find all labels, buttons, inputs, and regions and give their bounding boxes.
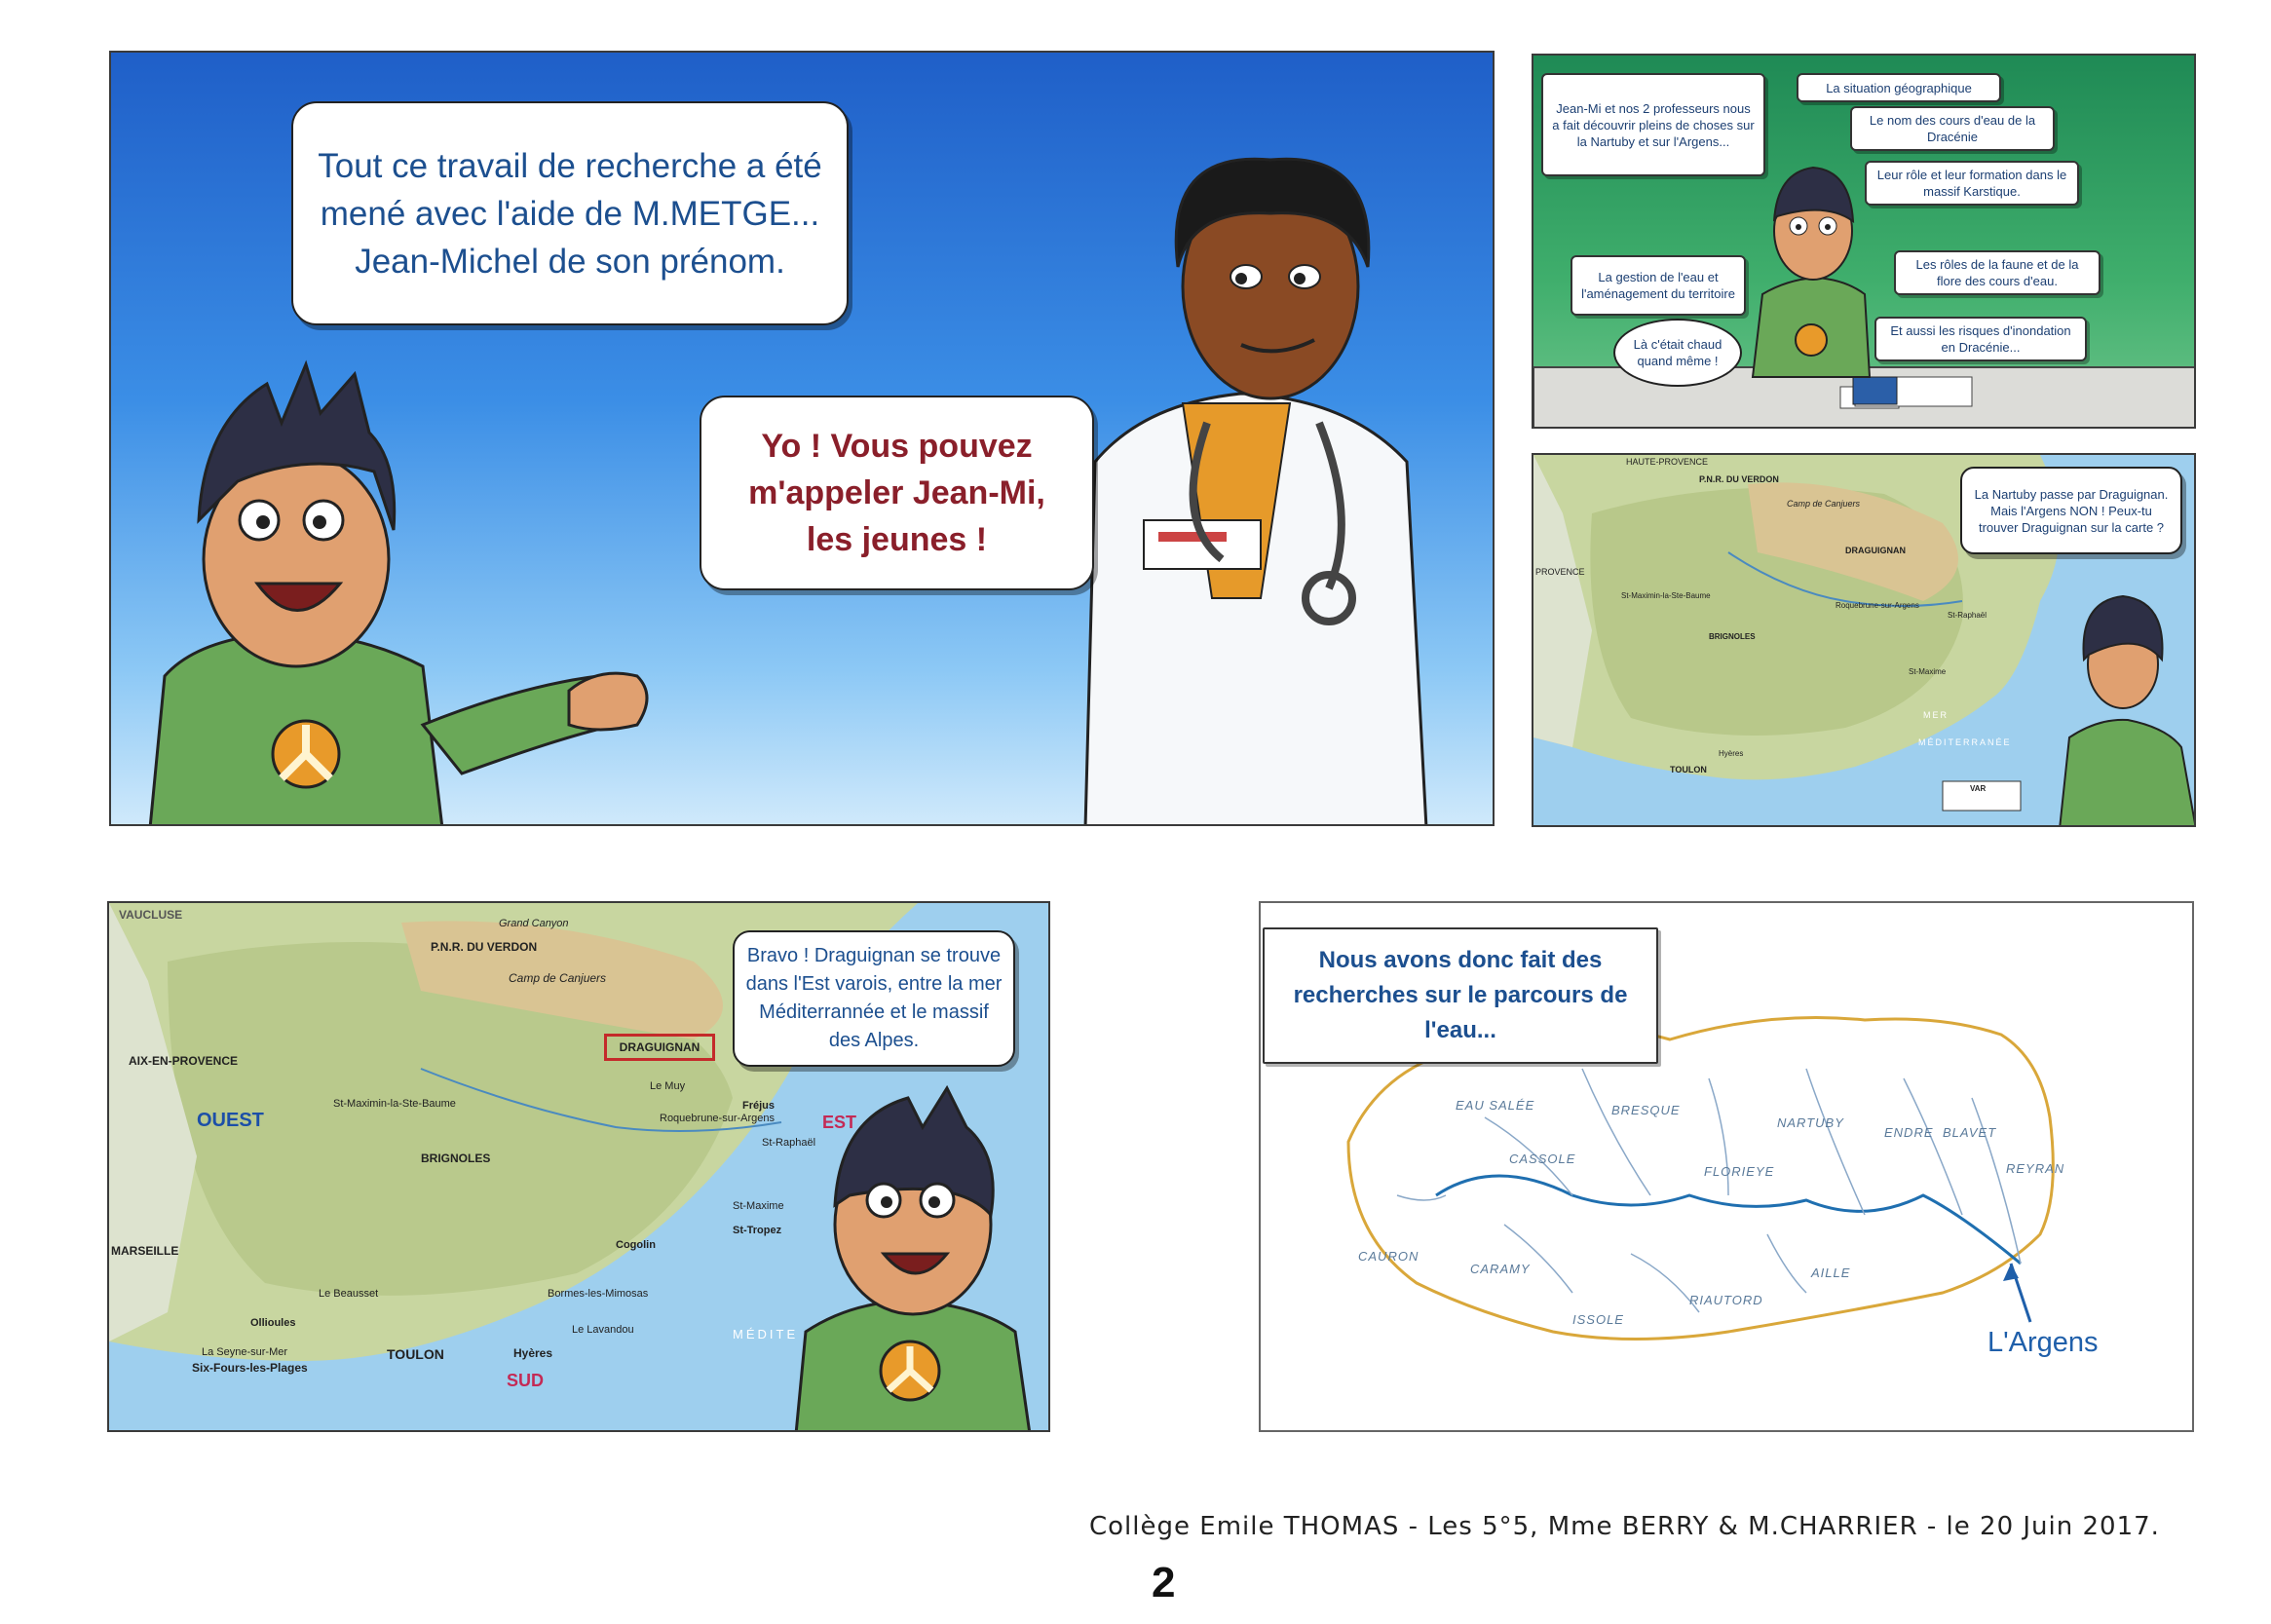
map3-label-6: BRIGNOLES	[1709, 632, 1756, 641]
map4-label-16: Six-Fours-les-Plages	[192, 1361, 308, 1375]
comic-panel-4	[107, 901, 1050, 1432]
river-label-7: REYRAN	[2006, 1161, 2065, 1176]
map4-label-21: Le Lavandou	[572, 1324, 634, 1336]
map4-label-15: Hyères	[513, 1346, 553, 1360]
map3-label-2: Camp de Canjuers	[1787, 499, 1861, 509]
map4-label-4: AIX-EN-PROVENCE	[129, 1054, 239, 1068]
direction-est: EST	[822, 1113, 857, 1132]
speech-bubble-left	[291, 101, 849, 325]
river-label-4: BLAVET	[1943, 1125, 1997, 1140]
map4-label-17: La Seyne-sur-Mer	[202, 1346, 288, 1358]
doctor-character	[1085, 159, 1426, 826]
comic-panel-5	[1259, 901, 2194, 1432]
river-label-0: EAU SALÉE	[1456, 1098, 1535, 1113]
comic-panel-2	[1532, 54, 2196, 429]
thought-text: Là c'était chaud quand même !	[1633, 337, 1722, 368]
map4-label-9: Roquebrune-sur-Argens	[660, 1113, 776, 1124]
info-bubble-4	[1865, 161, 2079, 206]
map4-label-22: Bormes-les-Mimosas	[548, 1288, 649, 1300]
speech-bubble-panel3	[1960, 467, 2182, 554]
arrow-head	[2003, 1264, 2019, 1281]
info-bubble-6	[1894, 250, 2101, 295]
river-label-3: ENDRE	[1884, 1125, 1934, 1140]
map4-label-23: MÉDITE	[733, 1327, 799, 1341]
map3-label-13: MÉDITERRANÉE	[1918, 737, 2012, 747]
map3-label-5: St-Maximin-la-Ste-Baume	[1621, 591, 1711, 600]
map4-label-14: TOULON	[387, 1346, 444, 1362]
map4-label-2: Grand Canyon	[499, 918, 569, 929]
thought-bubble	[1613, 319, 1742, 387]
map3-label-11: Hyères	[1719, 749, 1744, 758]
info-text-3: Le nom des cours d'eau de la Dracénie	[1869, 113, 2036, 144]
river-label-9: CARAMY	[1470, 1262, 1531, 1276]
info-text-4: Leur rôle et leur formation dans le massif Karstique.	[1876, 168, 2067, 199]
map4-label-10: St-Raphaël	[762, 1137, 816, 1149]
map4-label-0: VAUCLUSE	[119, 908, 183, 922]
direction-ouest: OUEST	[197, 1110, 264, 1131]
info-text-7: Et aussi les risques d'inondation en Dracénie...	[1890, 323, 2071, 355]
map4-label-3: Camp de Canjuers	[509, 971, 607, 985]
map4-label-1: P.N.R. DU VERDON	[431, 940, 538, 954]
map4-label-11: St-Maxime	[733, 1200, 784, 1212]
info-text-6: Les rôles de la faune et de la flore des cours d'eau.	[1915, 257, 2079, 288]
info-text-1: Jean-Mi et nos 2 professeurs nous a fait découvrir pleins de choses sur la Nartuby et sur l'Argens...	[1552, 100, 1755, 149]
map3-label-8: St-Raphaël	[1948, 611, 1987, 620]
speech-text-left: Tout ce travail de recherche a été mené avec l'aide de M.METGE... Jean-Michel de son prénom.	[318, 146, 822, 281]
map3-label-10: TOULON	[1670, 765, 1707, 774]
map3-label-14: VAR	[1970, 784, 1987, 793]
river-label-2: NARTUBY	[1777, 1115, 1844, 1130]
map3-label-0: P.N.R. DU VERDON	[1699, 474, 1779, 484]
speech-text-right: Yo ! Vous pouvez m'appeler Jean-Mi, les jeunes !	[748, 428, 1045, 558]
info-bubble-1	[1541, 73, 1765, 176]
river-label-8: CAURON	[1358, 1249, 1419, 1264]
draguignan-label: DRAGUIGNAN	[619, 1040, 700, 1054]
speech-bubble-right	[700, 396, 1094, 590]
comic-panel-1	[109, 51, 1495, 826]
boy-seated	[1753, 168, 1870, 377]
map4-label-20: Cogolin	[616, 1239, 656, 1251]
info-bubble-2	[1797, 73, 2001, 102]
map4-label-13: MARSEILLE	[111, 1244, 179, 1258]
info-text-2: La situation géographique	[1826, 80, 1972, 95]
map3-label-3: DRAGUIGNAN	[1845, 546, 1906, 555]
river-label-6: FLORIEYE	[1704, 1164, 1775, 1179]
map3-label-12: MER	[1923, 710, 1949, 720]
speech-text-panel3: La Nartuby passe par Draguignan. Mais l'Argens NON ! Peux-tu trouver Draguignan sur la carte ?	[1974, 486, 2169, 535]
map4-label-18: Le Beausset	[319, 1288, 379, 1300]
speech-text-panel4: Bravo ! Draguignan se trouve dans l'Est varois, entre la mer Méditerrannée et le massif des Alpes.	[745, 945, 1003, 1051]
map4-label-6: BRIGNOLES	[421, 1152, 491, 1165]
direction-sud: SUD	[507, 1371, 545, 1390]
speech-bubble-panel4	[733, 930, 1015, 1067]
info-bubble-5	[1571, 255, 1746, 316]
info-text-5: La gestion de l'eau et l'aménagement du territoire	[1581, 270, 1735, 301]
comic-panel-3	[1532, 453, 2196, 827]
map4-label-12: St-Tropez	[733, 1225, 782, 1236]
map4-label-5: St-Maximin-la-Ste-Baume	[333, 1098, 456, 1110]
river-label-1: BRESQUE	[1611, 1103, 1681, 1117]
info-bubble-3	[1850, 106, 2055, 151]
map3-label-9: St-Maxime	[1909, 667, 1947, 676]
map3-label-1: HAUTE-PROVENCE	[1626, 457, 1709, 467]
map4-label-7: Le Muy	[650, 1080, 686, 1092]
caption-text-panel5: Nous avons donc fait des recherches sur le parcours de l'eau...	[1293, 947, 1628, 1043]
river-label-5: CASSOLE	[1509, 1152, 1576, 1166]
notebook	[1853, 377, 1897, 404]
info-bubble-7	[1874, 317, 2087, 361]
map3-label-7: Roquebrune-sur-Argens	[1836, 601, 1919, 610]
map4-label-8: Fréjus	[742, 1100, 776, 1112]
river-label-11: ISSOLE	[1572, 1312, 1624, 1327]
map4-label-19: Ollioules	[250, 1317, 296, 1329]
argens-label: L'Argens	[1987, 1327, 2099, 1358]
map3-label-4: PROVENCE	[1535, 567, 1585, 577]
river-label-10: AILLE	[1811, 1265, 1851, 1280]
page-number: 2	[1152, 1559, 1176, 1606]
caption-box-panel5	[1263, 927, 1658, 1064]
boy-character	[150, 364, 647, 826]
river-label-12: RIAUTORD	[1689, 1293, 1763, 1307]
page-footer: Collège Emile THOMAS - Les 5°5, Mme BERRY & M.CHARRIER - le 20 Juin 2017.	[1089, 1512, 2160, 1541]
